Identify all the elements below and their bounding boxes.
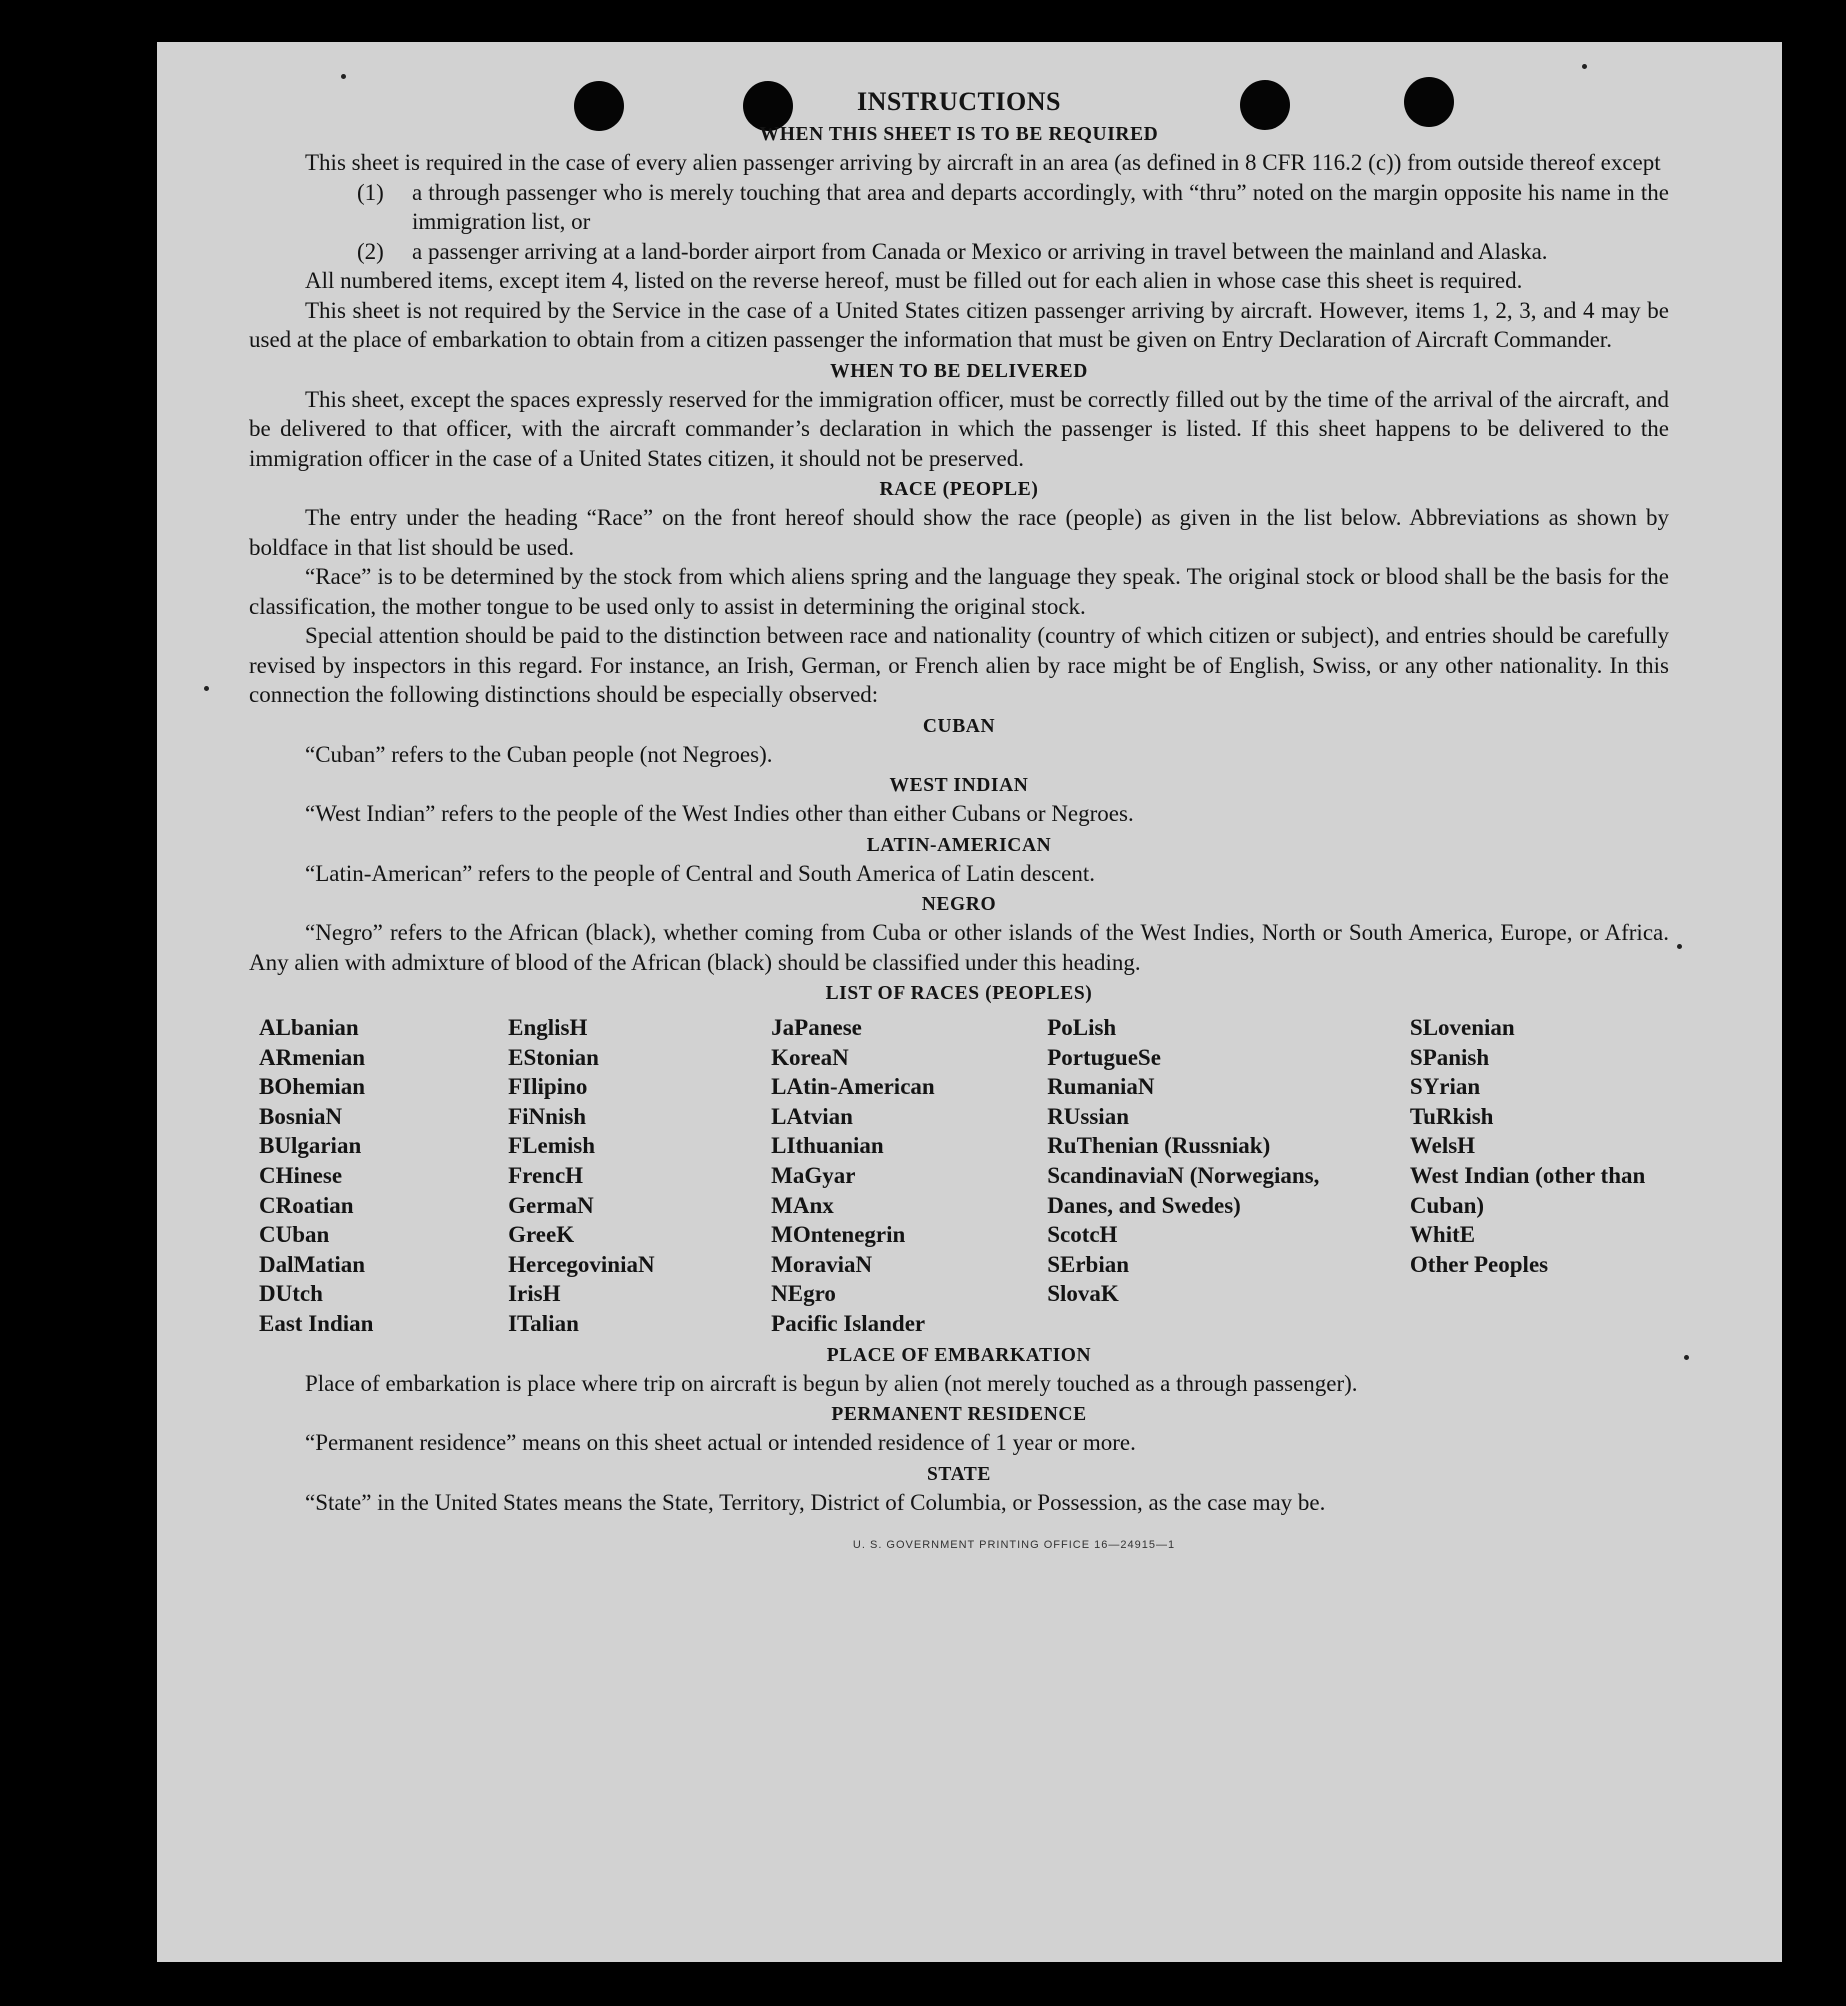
race-entry: SPanish <box>1409 1044 1490 1070</box>
race-entry: ScandinaviaN (Norwegians, Danes, and Swedes) <box>1047 1162 1320 1218</box>
section-heading-list-of-races: LIST OF RACES (PEOPLES) <box>825 983 1093 1004</box>
race-entry: BosniaN <box>259 1103 343 1129</box>
exception-text: a through passenger who is merely touching that area and departs accordingly, with “thru” noted on the margin opposite his name in the immigration list, or <box>412 179 1669 234</box>
instructions-body <box>249 86 1669 1561</box>
citizen-paragraph: This sheet is not required by the Service in the case of a United States citizen passenger arriving by aircraft. However, items 1, 2, 3, and 4 may be used at the place of embarkation to obtain from a citizen passenger the information that must be given on Entry Declaration of Aircraft Commander. <box>249 297 1669 352</box>
cuban-text: “Cuban” refers to the Cuban people (not Negroes). <box>305 741 773 767</box>
race-paragraph-2: “Race” is to be determined by the stock from which aliens spring and the language they speak. The original stock or blood shall be the basis for the classification, the mother tongue to be used only to assist in determining the original stock. <box>249 564 1669 619</box>
race-entry: SLovenian <box>1409 1015 1515 1040</box>
printer-imprint: U. S. GOVERNMENT PRINTING OFFICE 16—24915—1 <box>852 1539 1176 1552</box>
section-heading-latin-american: LATIN-AMERICAN <box>866 834 1052 856</box>
race-entry: GermaN <box>508 1192 594 1218</box>
race-entry: SYrian <box>1409 1074 1481 1100</box>
section-heading-cuban: CUBAN <box>922 715 996 737</box>
race-entry: CHinese <box>259 1162 343 1188</box>
exception-item <box>249 178 1669 237</box>
race-entry: LAtvian <box>771 1103 853 1129</box>
race-entry: MaGyar <box>771 1162 856 1188</box>
race-entry: HercegoviniaN <box>508 1251 655 1277</box>
latin-american-text: “Latin-American” refers to the people of Central and South America of Latin descent. <box>305 860 1095 886</box>
race-entry: NEgro <box>771 1281 836 1307</box>
race-entry: WhitE <box>1409 1222 1476 1248</box>
margin-speck <box>1677 944 1682 949</box>
race-entry: LIthuanian <box>771 1133 884 1159</box>
race-entry: CRoatian <box>259 1192 354 1218</box>
numbered-items-paragraph: All numbered items, except item 4, listed on the reverse hereof, must be filled out for each alien in whose case this sheet is required. <box>305 268 1523 293</box>
race-entry: West Indian (other than Cuban) <box>1409 1162 1646 1218</box>
page-title: INSTRUCTIONS <box>857 87 1061 116</box>
section-heading-race: RACE (PEOPLE) <box>879 479 1039 500</box>
races-column-4 <box>1047 1013 1410 1339</box>
section-heading-when-required: WHEN THIS SHEET IS TO BE REQUIRED <box>759 124 1159 145</box>
races-column-2 <box>508 1013 771 1339</box>
race-entry: MAnx <box>771 1192 834 1218</box>
race-entry: BOhemian <box>259 1074 366 1100</box>
race-entry: Other Peoples <box>1409 1251 1549 1277</box>
races-column-3 <box>771 1013 1047 1339</box>
race-entry: ALbanian <box>259 1015 359 1040</box>
race-paragraph-3: Special attention should be paid to the distinction between race and nationality (country of which citizen or subject), and entries should be carefully revised by inspectors in this regard. For instance, an Irish, German, or French alien by race might be of English, Swiss, or any other nationality. In this connection the following distinctions should be especially observed: <box>249 623 1669 707</box>
race-entry: SlovaK <box>1047 1281 1119 1307</box>
race-entry: LAtin-American <box>771 1074 935 1100</box>
race-entry: FLemish <box>508 1133 595 1159</box>
race-entry: PoLish <box>1047 1015 1117 1040</box>
race-entry: FIlipino <box>508 1074 588 1100</box>
exception-item <box>249 237 1669 267</box>
race-entry: DUtch <box>259 1281 323 1307</box>
race-entry: East Indian <box>259 1310 374 1336</box>
state-text: “State” in the United States means the State, Territory, District of Columbia, or Possession, as the case may be. <box>305 1489 1326 1515</box>
race-entry: CUban <box>259 1222 330 1248</box>
race-entry: RUssian <box>1047 1103 1129 1129</box>
race-entry: IrisH <box>508 1281 561 1307</box>
section-heading-residence: PERMANENT RESIDENCE <box>831 1404 1087 1426</box>
exception-number: (2) <box>357 238 384 264</box>
race-entry: TuRkish <box>1409 1103 1494 1129</box>
when-delivered-text: This sheet, except the spaces expressly reserved for the immigration officer, must be correctly filled out by the time of the arrival of the aircraft, and be delivered to that officer, with the aircraft commander’s declaration in which the passenger is listed. If this sheet happens to be delivered to the immigration officer in the case of a United States citizen, it should not be preserved. <box>249 386 1669 471</box>
margin-speck <box>341 74 346 79</box>
race-entry: MoraviaN <box>771 1251 873 1277</box>
exception-number: (1) <box>357 179 384 205</box>
embarkation-text: Place of embarkation is place where trip on aircraft is begun by alien (not merely touched as a through passenger). <box>305 1370 1358 1396</box>
margin-speck <box>1684 1355 1689 1360</box>
race-entry: BUlgarian <box>259 1133 362 1159</box>
race-entry: EnglisH <box>508 1015 588 1040</box>
race-entry: MOntenegrin <box>771 1222 906 1248</box>
margin-speck <box>1582 64 1587 69</box>
race-paragraph-1: The entry under the heading “Race” on the front hereof should show the race (people) as given in the list below. Abbreviations as shown by boldface in that list should be used. <box>249 505 1669 560</box>
race-entry: GreeK <box>508 1222 575 1248</box>
race-entry: WelsH <box>1409 1133 1476 1159</box>
races-column-5 <box>1410 1013 1669 1339</box>
document-sheet <box>157 42 1782 1962</box>
section-heading-west-indian: WEST INDIAN <box>889 775 1029 796</box>
race-entry: Pacific Islander <box>771 1310 926 1336</box>
race-entry: PortugueSe <box>1047 1044 1161 1070</box>
west-indian-text: “West Indian” refers to the people of the West Indies other than either Cubans or Negroes. <box>305 801 1134 826</box>
section-heading-embarkation: PLACE OF EMBARKATION <box>826 1344 1092 1366</box>
section-heading-negro: NEGRO <box>921 894 997 915</box>
negro-text: “Negro” refers to the African (black), whether coming from Cuba or other islands of the West Indies, North or South America, Europe, or Africa. Any alien with admixture of blood of the African (black) should be classified under this heading. <box>249 920 1669 975</box>
race-entry: ITalian <box>508 1310 579 1336</box>
race-entry: RuThenian (Russniak) <box>1047 1133 1271 1159</box>
section-heading-when-delivered: WHEN TO BE DELIVERED <box>830 360 1088 382</box>
race-entry: DalMatian <box>259 1251 366 1277</box>
margin-speck <box>204 686 209 691</box>
when-required-intro: This sheet is required in the case of every alien passenger arriving by aircraft in an area (as defined in 8 CFR 116.2 (c)) from outside thereof except <box>305 150 1661 175</box>
race-entry: RumaniaN <box>1047 1074 1155 1100</box>
race-entry: SErbian <box>1047 1251 1130 1277</box>
race-entry: JaPanese <box>771 1015 862 1040</box>
residence-text: “Permanent residence” means on this sheet actual or intended residence of 1 year or more. <box>305 1430 1136 1456</box>
section-heading-state: STATE <box>926 1463 992 1485</box>
race-entry: ScotcH <box>1047 1222 1118 1248</box>
race-entry: FrencH <box>508 1162 584 1188</box>
races-column-1 <box>259 1013 508 1339</box>
exception-text: a passenger arriving at a land-border airport from Canada or Mexico or arriving in travel between the mainland and Alaska. <box>412 238 1548 264</box>
race-entry: KoreaN <box>771 1044 849 1070</box>
race-entry: EStonian <box>508 1044 599 1070</box>
races-table <box>249 1013 1669 1339</box>
race-entry: ARmenian <box>259 1044 366 1070</box>
race-entry: FiNnish <box>508 1103 587 1129</box>
